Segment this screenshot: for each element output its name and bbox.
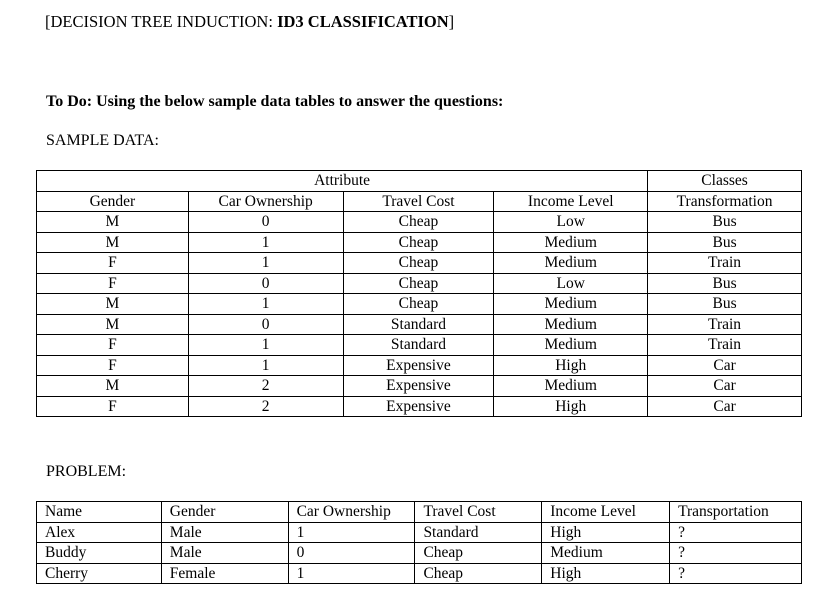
table-cell: 1 (188, 355, 343, 376)
table-cell: 1 (188, 335, 343, 356)
title-prefix: [DECISION TREE INDUCTION: (45, 12, 278, 31)
table-cell: M (37, 376, 189, 397)
table-cell: Male (161, 543, 288, 564)
column-header: Income Level (542, 502, 670, 523)
table-cell: M (37, 314, 189, 335)
problem-header-row (37, 502, 802, 523)
table-cell: High (494, 396, 648, 417)
table-cell: F (37, 273, 189, 294)
column-header: Travel Cost (343, 191, 494, 212)
classes-group-header: Classes (648, 171, 802, 192)
table-cell: 0 (188, 273, 343, 294)
column-header: Transformation (648, 191, 802, 212)
table-row (37, 273, 802, 294)
table-row (37, 232, 802, 253)
table-cell: Medium (494, 376, 648, 397)
table-cell: Car (648, 396, 802, 417)
table-cell: Bus (648, 273, 802, 294)
table-cell: Expensive (343, 396, 494, 417)
table-row (37, 396, 802, 417)
sample-data-table (36, 170, 802, 417)
table-cell: M (37, 294, 189, 315)
table-cell: Medium (542, 543, 670, 564)
table-cell: Low (494, 212, 648, 233)
table-cell: Expensive (343, 355, 494, 376)
table-cell: Bus (648, 294, 802, 315)
table-cell: 1 (188, 232, 343, 253)
table-cell: ? (670, 522, 802, 543)
table-cell: 1 (188, 294, 343, 315)
table-cell: ? (670, 563, 802, 584)
todo-instruction: To Do: Using the below sample data tables to answer the questions: (46, 93, 504, 110)
table-row (37, 355, 802, 376)
table-cell: Cheap (343, 294, 494, 315)
column-header: Car Ownership (288, 502, 415, 523)
table-cell: Low (494, 273, 648, 294)
table-cell: Medium (494, 253, 648, 274)
table-cell: Standard (343, 314, 494, 335)
table-cell: Standard (415, 522, 542, 543)
sample-group-header-row (37, 171, 802, 192)
table-cell: Train (648, 314, 802, 335)
table-cell: 2 (188, 396, 343, 417)
sample-data-label: SAMPLE DATA: (46, 132, 159, 149)
sample-data-body (37, 212, 802, 417)
table-cell: Medium (494, 314, 648, 335)
table-cell: 0 (188, 212, 343, 233)
table-cell: F (37, 355, 189, 376)
table-cell: F (37, 335, 189, 356)
table-cell: Expensive (343, 376, 494, 397)
table-cell: Buddy (37, 543, 162, 564)
table-cell: Train (648, 253, 802, 274)
table-row (37, 543, 802, 564)
table-cell: F (37, 253, 189, 274)
table-cell: High (542, 522, 670, 543)
table-row (37, 294, 802, 315)
column-header: Travel Cost (415, 502, 542, 523)
problem-data-body (37, 522, 802, 584)
table-cell: 0 (188, 314, 343, 335)
table-cell: M (37, 212, 189, 233)
sample-column-header-row (37, 191, 802, 212)
table-cell: High (494, 355, 648, 376)
problem-label: PROBLEM: (46, 463, 127, 480)
table-cell: Cheap (343, 253, 494, 274)
table-cell: M (37, 232, 189, 253)
table-row (37, 335, 802, 356)
column-header: Name (37, 502, 162, 523)
title-suffix: ] (448, 12, 455, 31)
table-cell: F (37, 396, 189, 417)
table-row (37, 376, 802, 397)
table-cell: Standard (343, 335, 494, 356)
table-cell: Medium (494, 294, 648, 315)
table-cell: Female (161, 563, 288, 584)
table-cell: Cheap (415, 543, 542, 564)
table-cell: 0 (288, 543, 415, 564)
table-cell: Bus (648, 212, 802, 233)
table-row (37, 253, 802, 274)
table-cell: Train (648, 335, 802, 356)
page-title (45, 12, 454, 32)
table-cell: 2 (188, 376, 343, 397)
table-cell: Cheap (343, 232, 494, 253)
table-cell: Bus (648, 232, 802, 253)
column-header: Income Level (494, 191, 648, 212)
table-cell: 1 (288, 563, 415, 584)
table-cell: High (542, 563, 670, 584)
table-cell: Male (161, 522, 288, 543)
table-cell: 1 (188, 253, 343, 274)
problem-table (36, 501, 802, 584)
table-row (37, 212, 802, 233)
table-cell: Medium (494, 232, 648, 253)
column-header: Car Ownership (188, 191, 343, 212)
table-cell: Alex (37, 522, 162, 543)
table-cell: Car (648, 355, 802, 376)
table-cell: 1 (288, 522, 415, 543)
table-cell: Cheap (415, 563, 542, 584)
table-row (37, 522, 802, 543)
table-row (37, 563, 802, 584)
table-cell: Medium (494, 335, 648, 356)
table-cell: ? (670, 543, 802, 564)
attribute-group-header: Attribute (37, 171, 648, 192)
table-cell: Cherry (37, 563, 162, 584)
table-cell: Car (648, 376, 802, 397)
table-row (37, 314, 802, 335)
column-header: Gender (161, 502, 288, 523)
table-cell: Cheap (343, 273, 494, 294)
column-header: Transportation (670, 502, 802, 523)
title-bold: ID3 CLASSIFICATION (277, 12, 449, 31)
column-header: Gender (37, 191, 189, 212)
table-cell: Cheap (343, 212, 494, 233)
